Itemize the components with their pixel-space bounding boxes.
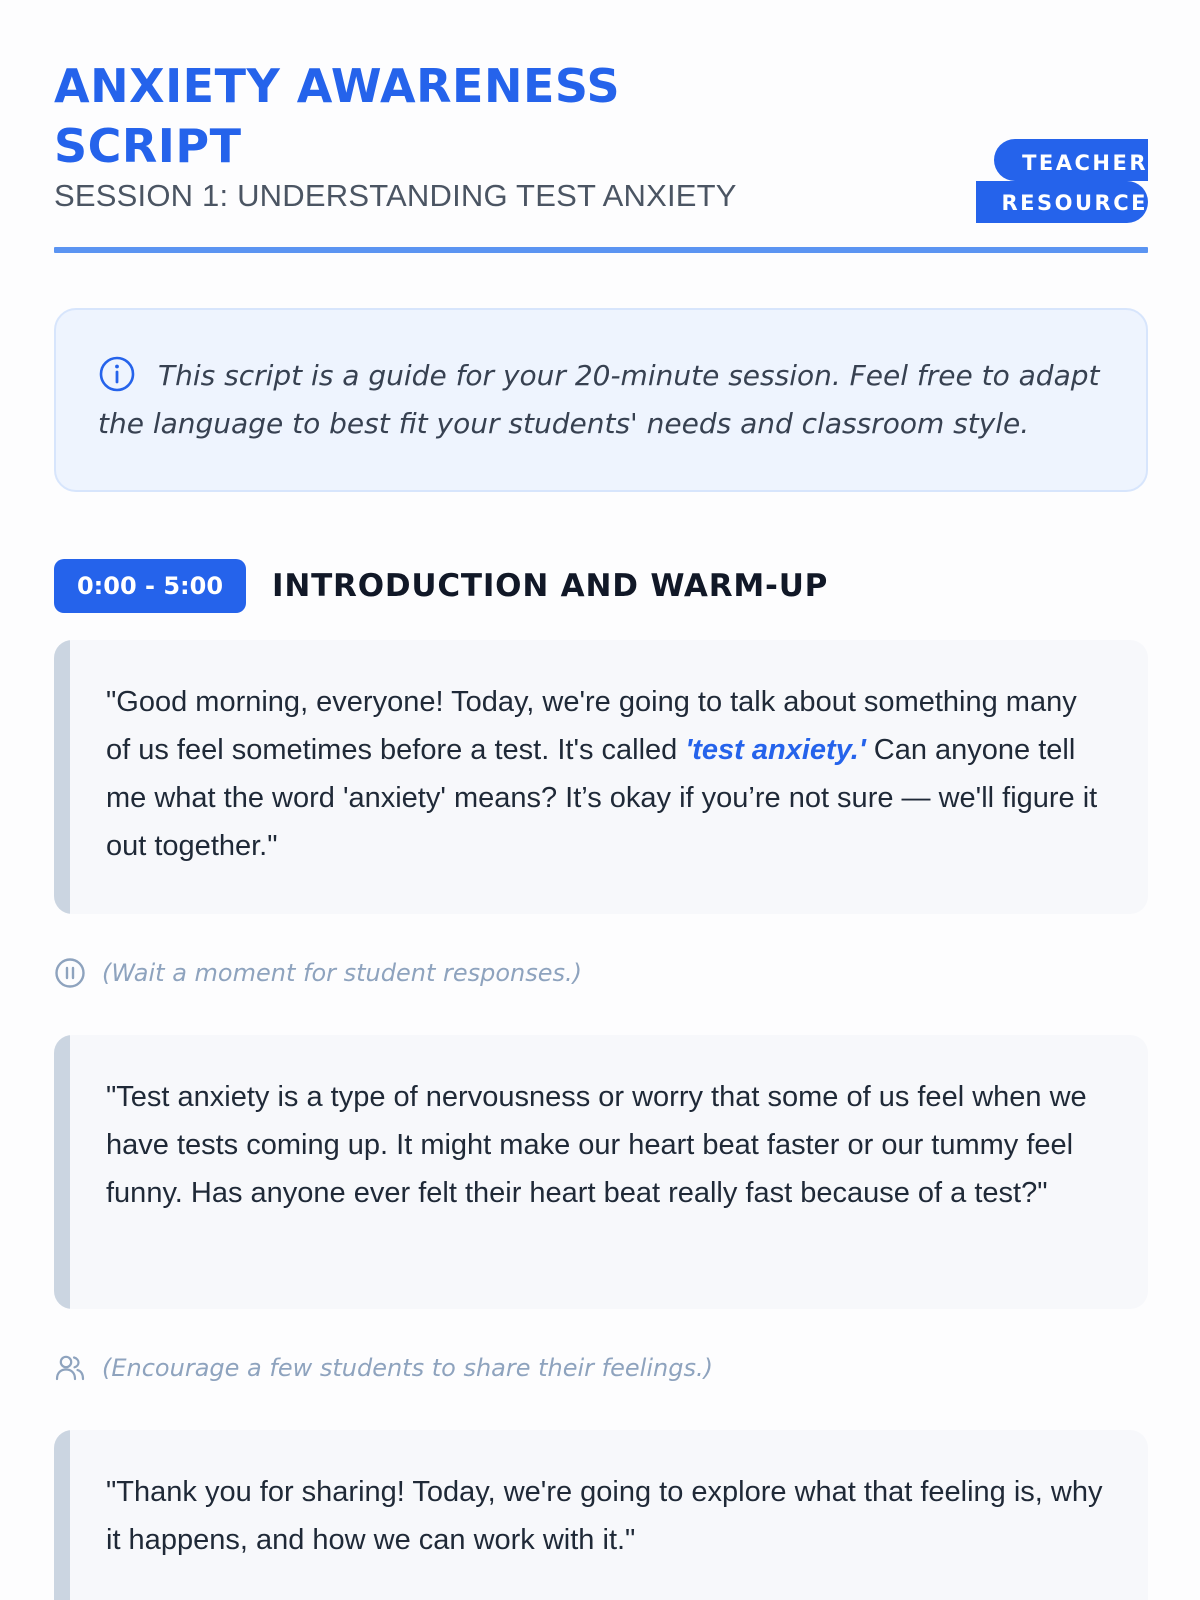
section-title: INTRODUCTION AND WARM-UP	[272, 568, 829, 604]
script-block	[54, 1430, 1148, 1600]
page-title: ANXIETY AWARENESS SCRIPT	[54, 59, 621, 173]
script-block	[54, 1035, 1148, 1309]
section-header	[54, 559, 1148, 613]
teacher-cue	[54, 1348, 713, 1388]
info-note	[54, 308, 1148, 492]
script-text	[106, 678, 1108, 870]
teacher-resource-badge	[976, 139, 1148, 223]
page-subtitle: SESSION 1: UNDERSTANDING TEST ANXIETY	[54, 178, 737, 213]
script-text-part: Can anyone tell me what the word 'anxiety' means? It’s okay if you’re not sure — we'll figure it out together."	[106, 734, 1098, 862]
cue-text: (Wait a moment for student responses.)	[102, 959, 583, 987]
cue-text: (Encourage a few students to share their feelings.)	[102, 1354, 713, 1382]
time-badge: 0:00 - 5:00	[54, 559, 246, 613]
script-text-part: "Good morning, everyone! Today, we're going to talk about something many of us feel sometimes before a test. It's called	[106, 686, 1077, 766]
info-note-text: This script is a guide for your 20-minute session. Feel free to adapt the language to best fit your students' needs and classroom style.	[98, 359, 1100, 440]
header	[54, 0, 1148, 255]
info-icon	[98, 355, 136, 393]
script-text: "Thank you for sharing! Today, we're going to explore what that feeling is, why it happens, and how we can work with it."	[106, 1476, 1103, 1556]
users-icon	[54, 1352, 86, 1384]
info-note-text-wrap	[98, 352, 1104, 448]
teacher-cue	[54, 953, 582, 993]
highlight-term: 'test anxiety.'	[685, 734, 866, 766]
pause-icon	[54, 957, 86, 989]
badge-label: TEACHER RESOURCE	[1001, 151, 1148, 215]
header-divider	[54, 247, 1148, 253]
script-block	[54, 640, 1148, 914]
page	[54, 0, 1148, 1556]
script-text: "Test anxiety is a type of nervousness or worry that some of us feel when we have tests coming up. It might make our heart beat faster or our tummy feel funny. Has anyone ever felt their heart beat really fast because of a test?"	[106, 1081, 1087, 1209]
